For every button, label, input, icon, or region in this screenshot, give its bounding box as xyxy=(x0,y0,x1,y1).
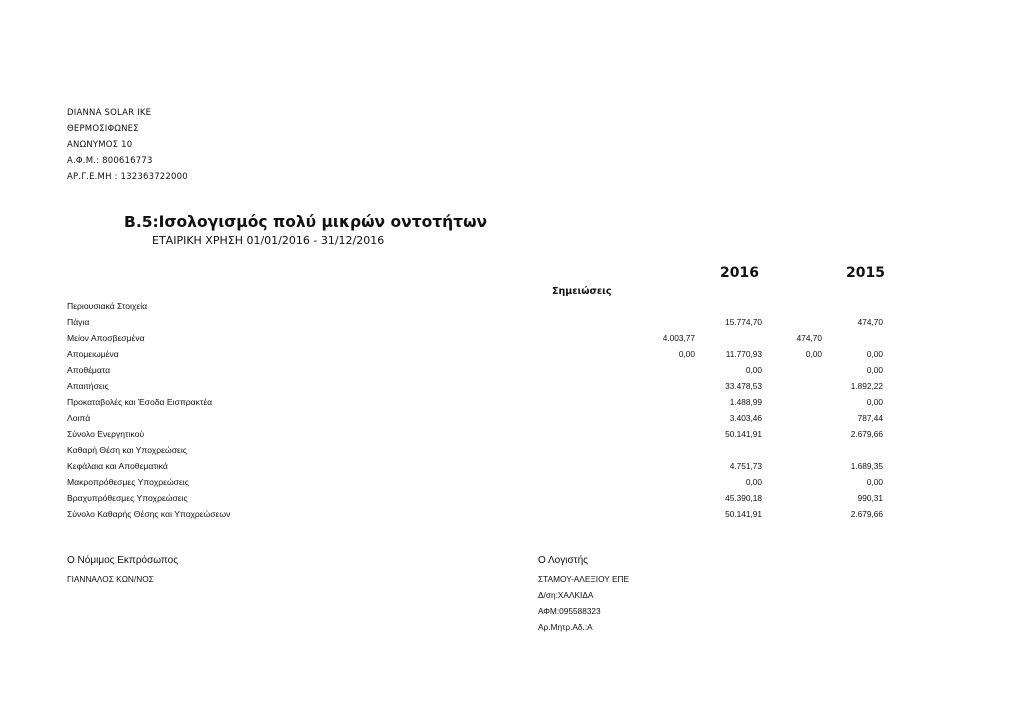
legal-rep-title: Ο Νόμιμος Εκπρόσωπος xyxy=(67,555,179,566)
accountant-city: Δ/ση:ΧΑΛΚΙΔΑ xyxy=(538,590,594,600)
table-row xyxy=(0,445,1024,459)
row-value-c2: 0,00 xyxy=(745,477,762,487)
row-value-c2: 50.141,91 xyxy=(725,509,762,519)
row-label: Πάγια xyxy=(67,317,90,327)
report-period: ΕΤΑΙΡΙΚΗ ΧΡΗΣΗ 01/01/2016 - 31/12/2016 xyxy=(152,234,385,247)
row-label: Λοιπά xyxy=(67,413,91,423)
table-row xyxy=(0,333,1024,347)
row-label: Μείον Αποσβεσμένα xyxy=(67,333,145,343)
row-label: Απομειωμένα xyxy=(67,349,119,359)
row-value-c2: 1.488,99 xyxy=(729,397,762,407)
row-value-c1: 0,00 xyxy=(678,349,695,359)
row-value-c4: 2.679,66 xyxy=(850,509,883,519)
company-business: ΘΕΡΜΟΣΙΦΩΝΕΣ xyxy=(67,124,139,134)
year-previous: 2015 xyxy=(846,265,885,281)
row-label: Σύνολο Καθαρής Θέσης και Υποχρεώσεων xyxy=(67,509,231,519)
row-value-c4: 787,44 xyxy=(857,413,883,423)
row-value-c3: 474,70 xyxy=(796,333,822,343)
legal-rep-name: ΓΙΑΝΝΑΛΟΣ ΚΩΝ/ΝΟΣ xyxy=(67,574,154,584)
year-current: 2016 xyxy=(720,265,759,281)
table-row xyxy=(0,397,1024,411)
row-label: Περιουσιακά Στοιχεία xyxy=(67,301,148,311)
table-row xyxy=(0,349,1024,363)
row-label: Προκαταβολές και Έσοδα Εισπρακτέα xyxy=(67,397,213,407)
row-value-c2: 50.141,91 xyxy=(725,429,762,439)
row-value-c2: 11.770,93 xyxy=(725,349,762,359)
row-value-c2: 4.751,73 xyxy=(729,461,762,471)
table-row xyxy=(0,429,1024,443)
row-value-c4: 0,00 xyxy=(866,349,883,359)
row-value-c4: 0,00 xyxy=(866,477,883,487)
table-row xyxy=(0,461,1024,475)
row-value-c4: 0,00 xyxy=(866,397,883,407)
row-value-c4: 990,31 xyxy=(857,493,883,503)
company-address: ΑΝΩΝΥΜΟΣ 10 xyxy=(67,140,133,150)
table-row xyxy=(0,493,1024,507)
company-name: DIANNA SOLAR IKE xyxy=(67,108,152,118)
row-label: Μακροπρόθεσμες Υποχρεώσεις xyxy=(67,477,189,487)
row-value-c2: 0,00 xyxy=(745,365,762,375)
report-title: B.5:Ισολογισμός πολύ μικρών οντοτήτων xyxy=(124,213,488,231)
row-label: Κεφάλαια και Αποθεματικά xyxy=(67,461,168,471)
notes-label: Σημειώσεις xyxy=(552,286,612,297)
row-label: Καθαρή Θέση και Υποχρεώσεις xyxy=(67,445,187,455)
table-row xyxy=(0,365,1024,379)
company-afm: Α.Φ.Μ.: 800616773 xyxy=(67,156,153,166)
row-value-c3: 0,00 xyxy=(805,349,822,359)
row-value-c4: 2.679,66 xyxy=(850,429,883,439)
row-value-c2: 15.774,70 xyxy=(725,317,762,327)
table-row xyxy=(0,413,1024,427)
row-value-c2: 45.390,18 xyxy=(725,493,762,503)
row-value-c4: 474,70 xyxy=(857,317,883,327)
row-label: Αποθέματα xyxy=(67,365,111,375)
row-label: Σύνολο Ενεργητικού xyxy=(67,429,145,439)
table-row xyxy=(0,381,1024,395)
accountant-afm: ΑΦΜ:095588323 xyxy=(538,606,601,616)
row-label: Απαιτήσεις xyxy=(67,381,109,391)
table-row xyxy=(0,317,1024,331)
company-gemi: ΑΡ.Γ.Ε.ΜΗ : 132363722000 xyxy=(67,172,188,182)
row-value-c2: 3.403,46 xyxy=(729,413,762,423)
accountant-license: Αρ.Μητρ.Αδ.:Α xyxy=(538,622,593,632)
row-value-c4: 1.689,35 xyxy=(850,461,883,471)
table-row xyxy=(0,509,1024,523)
row-label: Βραχυπρόθεσμες Υποχρεώσεις xyxy=(67,493,188,503)
accountant-title: Ο Λογιστής xyxy=(538,555,588,566)
row-value-c4: 1.892,22 xyxy=(850,381,883,391)
row-value-c4: 0,00 xyxy=(866,365,883,375)
row-value-c2: 33.478,53 xyxy=(725,381,762,391)
table-row xyxy=(0,477,1024,491)
row-value-c1: 4.003,77 xyxy=(662,333,695,343)
accountant-name: ΣΤΑΜΟΥ-ΑΛΕΞΙΟΥ ΕΠΕ xyxy=(538,574,629,584)
table-row xyxy=(0,301,1024,315)
